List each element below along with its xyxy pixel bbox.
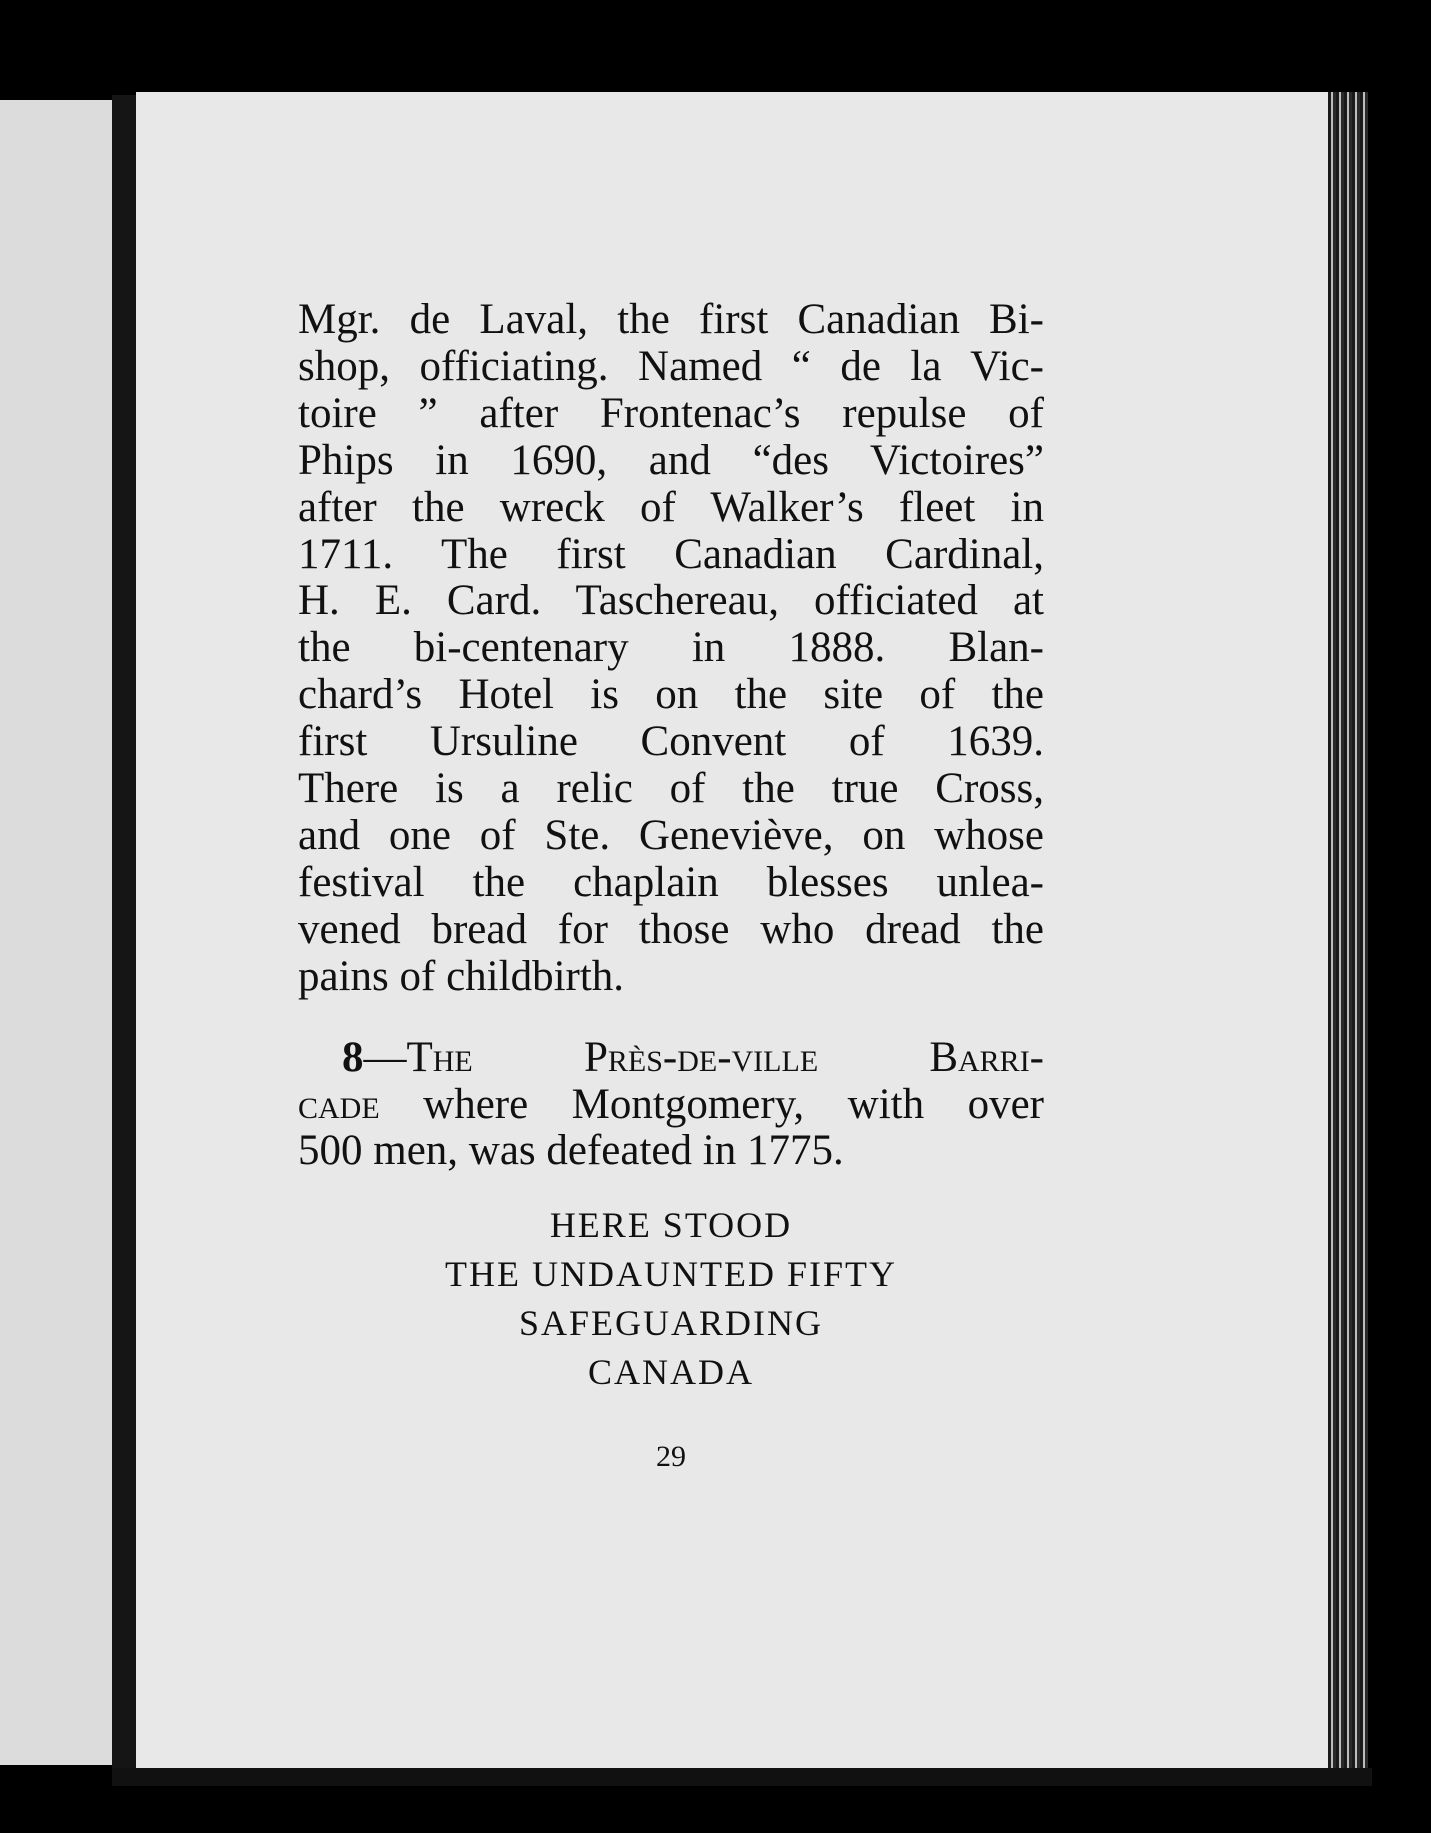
section-heading-line <box>298 1035 1044 1082</box>
section-line: 500 men, was defeated in 1775. <box>298 1127 844 1175</box>
section-line <box>298 1082 1044 1129</box>
section-text: where Montgomery, with over <box>379 1080 1044 1128</box>
text-line: toire ” after Frontenac’s repulse of <box>298 389 1044 437</box>
text-line: There is a relic of the true Cross, <box>298 765 1044 813</box>
section-paragraph <box>298 1035 1044 1176</box>
text-line: pains of childbirth. <box>298 952 625 1000</box>
inscription-line: CANADA <box>587 1352 754 1392</box>
body-paragraph <box>298 297 1044 1001</box>
text-line: 1711. The first Canadian Cardinal, <box>298 530 1044 578</box>
section-number: 8 <box>342 1033 364 1081</box>
text-line: and one of Ste. Geneviève, on whose <box>298 811 1044 859</box>
section-heading-continued: cade <box>298 1080 380 1128</box>
inscription-line: THE UNDAUNTED FIFTY <box>445 1254 897 1294</box>
page-text <box>298 297 1044 1175</box>
text-line: chard’s Hotel is on the site of the <box>298 671 1044 719</box>
page-number: 29 <box>656 1440 686 1473</box>
page-fore-edge <box>1328 92 1368 1782</box>
inscription <box>298 1201 1044 1397</box>
text-line: vened bread for those who dread the <box>298 905 1044 953</box>
section-dash: — <box>363 1033 407 1081</box>
text-line: festival the chaplain blesses unlea- <box>298 858 1044 906</box>
text-line: Phips in 1690, and “des Victoires” <box>298 436 1044 484</box>
book-gutter <box>112 95 136 1775</box>
section-heading: The Près-de-ville Barri- <box>406 1033 1044 1081</box>
text-line: first Ursuline Convent of 1639. <box>298 718 1044 766</box>
text-line: after the wreck of Walker’s fleet in <box>298 483 1044 531</box>
facing-page-edge <box>0 100 112 1765</box>
page-bottom-edge <box>112 1768 1372 1786</box>
text-line: the bi-centenary in 1888. Blan- <box>298 624 1044 672</box>
text-line: Mgr. de Laval, the first Canadian Bi- <box>298 296 1044 343</box>
text-line: shop, officiating. Named “ de la Vic- <box>298 342 1044 390</box>
inscription-line: SAFEGUARDING <box>518 1303 824 1343</box>
text-line: H. E. Card. Taschereau, officiated at <box>298 577 1044 625</box>
inscription-line: HERE STOOD <box>549 1205 793 1245</box>
